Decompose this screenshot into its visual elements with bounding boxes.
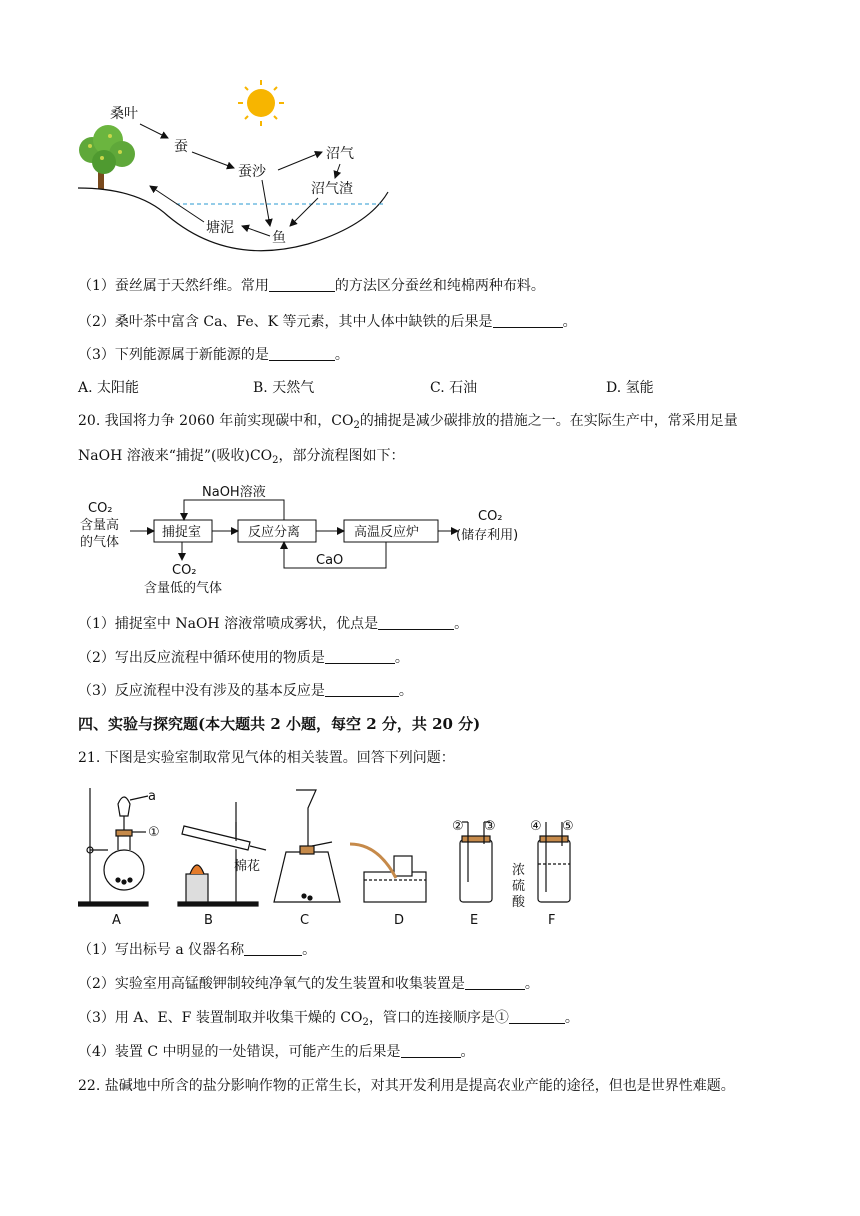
co2-capture-flowchart (78, 478, 558, 602)
apparatus-d (350, 844, 426, 902)
q20-sub3: （3）反应流程中没有涉及的基本反应是 。 (78, 683, 413, 699)
apparatus-b (178, 802, 266, 906)
label-port-1: ① (148, 825, 160, 840)
q20-answer-blank-2[interactable] (325, 649, 395, 664)
section-heading: 四、实验与探究题(本大题共 2 小题，每空 2 分，共 20 分) (78, 715, 481, 733)
flow-box-furnace-label: 高温反应炉 (354, 525, 420, 540)
label-a: a (148, 789, 156, 804)
flow-lowgas-line1: CO₂ (172, 563, 197, 578)
label-yu: 鱼 (272, 230, 286, 246)
q21-intro: 21. 下图是实验室制取常见气体的相关装置。回答下列问题： (78, 750, 455, 766)
q21-sub3: （3）用 A、E、F 装置制取并收集干燥的 $CO_2$，管口的连接顺序是① 。 (78, 1010, 579, 1028)
caption-d: D (394, 913, 405, 928)
q19-option-b[interactable]: B. 天然气 (253, 380, 315, 396)
label-cansha: 蚕沙 (238, 164, 266, 180)
flow-cao-label: CaO (316, 553, 344, 568)
label-cotton: 棉花 (234, 859, 261, 874)
apparatus-e (460, 822, 492, 902)
q19-sub3: （3）下列能源属于新能源的是 。 (78, 347, 349, 363)
caption-a: A (112, 913, 121, 928)
label-nong: 浓 (512, 863, 526, 878)
label-tangni: 塘泥 (206, 220, 234, 236)
flow-box-separate-label: 反应分离 (248, 525, 301, 540)
label-port-5: ⑤ (562, 819, 574, 834)
q19-answer-blank-2[interactable] (493, 313, 563, 328)
q21-answer-blank-1[interactable] (244, 941, 302, 956)
q20-sub2: （2）写出反应流程中循环使用的物质是 。 (78, 650, 409, 666)
label-liu: 硫 (512, 879, 526, 894)
apparatus-a (78, 788, 148, 906)
label-sangye: 桑叶 (110, 106, 138, 122)
q20-stem-line1: 20. 我国将力争 2060 年前实现碳中和，$CO_2$的捕捉是减少碳排放的措施之一。在实际生产中，常采用足量 (78, 413, 738, 431)
ecology-diagram (78, 76, 398, 262)
q19-answer-blank-3[interactable] (269, 346, 335, 361)
q21-answer-blank-3[interactable] (509, 1009, 565, 1024)
label-port-4: ④ (530, 819, 542, 834)
label-zhaoqizha: 沼气渣 (311, 181, 353, 197)
caption-f: F (548, 913, 556, 928)
q20-answer-blank-3[interactable] (325, 682, 399, 697)
caption-b: B (204, 913, 213, 928)
q19-option-a[interactable]: A. 太阳能 (78, 380, 140, 396)
caption-c: C (300, 913, 310, 928)
flow-naoh-label: NaOH溶液 (202, 485, 266, 500)
label-can: 蚕 (174, 139, 188, 155)
label-suan: 酸 (512, 895, 526, 910)
mulberry-tree-icon (79, 125, 135, 189)
q21-sub1: （1）写出标号 a 仪器名称 。 (78, 942, 317, 958)
q22-stem: 22. 盐碱地中所含的盐分影响作物的正常生长，对其开发利用是提高农业产能的途径，但也是世界性难题。 (78, 1078, 735, 1094)
q20-sub1: （1）捕捉室中 NaOH 溶液常喷成雾状，优点是 。 (78, 616, 469, 632)
label-zhaoqi: 沼气 (326, 146, 354, 162)
flow-input-line3: 的气体 (80, 535, 120, 550)
q20-answer-blank-1[interactable] (378, 615, 454, 630)
lab-apparatus-figure (78, 782, 598, 930)
flow-output-line2: (储存利用) (456, 528, 519, 543)
flow-output-line1: CO₂ (478, 509, 503, 524)
apparatus-f (538, 822, 570, 902)
label-port-3: ③ (484, 819, 496, 834)
flow-lowgas-line2: 含量低的气体 (144, 581, 223, 596)
q21-sub4: （4）装置 C 中明显的一处错误，可能产生的后果是 。 (78, 1044, 475, 1060)
q19-answer-blank-1[interactable] (269, 277, 335, 292)
q19-option-d[interactable]: D. 氢能 (606, 380, 654, 396)
q21-sub2: （2）实验室用高锰酸钾制较纯净氧气的发生装置和收集装置是 。 (78, 976, 539, 992)
sun-icon (238, 80, 284, 126)
flow-box-capture-label: 捕捉室 (162, 525, 202, 540)
q21-answer-blank-2[interactable] (465, 975, 525, 990)
q21-answer-blank-4[interactable] (401, 1043, 461, 1058)
q20-stem-line2: NaOH 溶液来“捕捉”(吸收)$CO_2$，部分流程图如下： (78, 448, 405, 466)
apparatus-c (274, 790, 340, 902)
caption-e: E (470, 913, 479, 928)
label-port-2: ② (452, 819, 464, 834)
flow-input-line1: CO₂ (88, 501, 113, 516)
q19-sub2: （2）桑叶茶中富含 Ca、Fe、K 等元素，其中人体中缺铁的后果是 。 (78, 314, 577, 330)
q19-option-c[interactable]: C. 石油 (430, 380, 478, 396)
flow-input-line2: 含量高 (80, 518, 120, 533)
q19-sub1: （1）蚕丝属于天然纤维。常用 的方法区分蚕丝和纯棉两种布料。 (78, 278, 545, 294)
